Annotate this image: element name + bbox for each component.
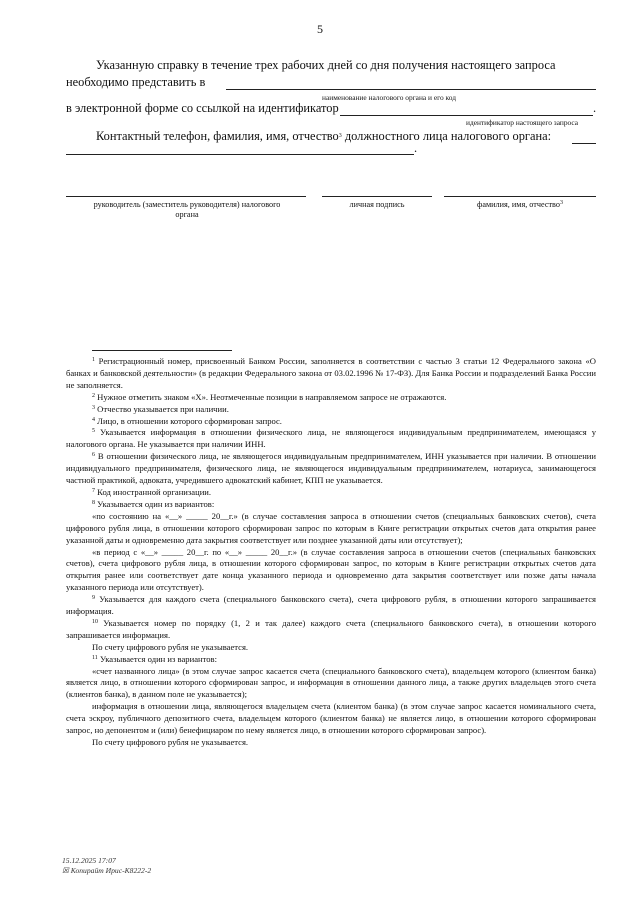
- intro-line-3: в электронной форме со ссылкой на идентификатор: [66, 101, 339, 115]
- footnote-7: $^7$ Код иностранной организации.: [92, 486, 212, 497]
- signature-caption: личная подпись: [349, 200, 405, 209]
- footnote-4: $^4$ Лицо, в отношении которого сформирован запрос.: [92, 415, 282, 426]
- print-code-stamp: ☒ Копирайт Ирис-К8222-2: [62, 866, 152, 875]
- identifier-field-line: [340, 115, 593, 116]
- page-number: 5: [317, 22, 323, 36]
- intro-line-4: Контактный телефон, фамилия, имя, отчество$^3$ должностного лица налогового органа:: [96, 129, 552, 143]
- tax-body-field-line: [226, 89, 596, 90]
- footnote-2: $^2$ Нужное отметить знаком «Х». Неотмеченные позиции в направляемом запросе не отражаются.: [92, 391, 447, 402]
- footnote-9: $^9$ Указывается для каждого счета (специального банковского счета), счета цифрового рубля, в отношении которого запрашивается информация.: [66, 594, 596, 617]
- intro-line-3-end: .: [593, 101, 597, 115]
- intro-line-1: Указанную справку в течение трех рабочих дней со дня получения настоящего запроса: [96, 58, 556, 72]
- footnote-8: $^8$ Указывается один из вариантов:: [92, 498, 215, 509]
- footnotes: [66, 356, 596, 749]
- head-signature-line: [66, 196, 306, 197]
- contact-field-line-end: [572, 143, 596, 144]
- name-caption: фамилия, имя, отчество$^3$: [477, 200, 563, 209]
- contact-field-line: [66, 154, 414, 155]
- footnote-10: $^{10}$ Указывается номер по порядку (1, 2 и так далее) каждого счета (специального банковского счета), в отношении которого запрашивается информация.: [66, 617, 596, 640]
- identifier-caption: идентификатор настоящего запроса: [466, 118, 579, 127]
- footnote-6: $^6$ В отношении физического лица, не являющегося индивидуальным предпринимателем, ИНН указывается при наличии. В отношении индивидуального предпринимателя, физического лица, не являющегося индивидуальным предпринимателем, нотариуса, занимающегося частной практикой, адвоката, учредившего адвокатский кабинет, КПП не указывается.: [66, 451, 596, 486]
- intro-line-2: необходимо представить в: [66, 75, 206, 89]
- footnote-11-variant-a: «счет названного лица» (в этом случае запрос касается счета (специального банковского счета), владельцем которого (клиентом банка) является лицо, в отношении которого сформирован запрос, и информация в отношении данного лица, а также других владельцев этого счета (клиентов банка), в данном поле не указывается);: [66, 665, 596, 700]
- name-signature-line: [444, 196, 596, 197]
- footnote-11-note: По счету цифрового рубля не указывается.: [92, 737, 249, 747]
- footnote-3: $^3$ Отчество указывается при наличии.: [92, 403, 229, 414]
- print-date-stamp: 15.12.2025 17:07: [62, 856, 116, 865]
- footnote-11: $^{11}$ Указывается один из вариантов:: [92, 653, 218, 664]
- footnote-8-variant-a: «по состоянию на «__» _____ 20__г.» (в случае составления запроса в отношении счетов (специальных банковских счетов), счета цифрового рубля лица, в отношении которого сформирован запрос по которым в Книге регистрации открытых счетов дата открытия ранее указанной даты и одновременно дата закрытия соответствует или позднее указанной даты или отсутствует);: [66, 510, 596, 545]
- footnote-8-variant-b: «в период с «__» _____ 20__г. по «__» _____ 20__г.» (в случае составления запроса в отношении счетов (специальных банковских счетов), счета цифрового рубля лица, в отношении которого сформирован запрос, по которым в Книге регистрации открытых счетов дата открытия ранее или соответствует дате конца указанного периода и одновременно дата закрытия соответствует или позже даты начала указанного периода или отсутствует).: [66, 546, 596, 593]
- footnote-11-variant-b: информация в отношении лица, являющегося владельцем счета (клиентом банка) (в этом случае запрос касается номинального счета, счета эскроу, публичного депозитного счета, владельцем которого (клиентом банка) не является лицо, в отношении которого сформирован запрос, но депонентом и (или) бенефициаром по нему является лицо, в отношении которого сформирован запрос).: [66, 701, 596, 736]
- personal-signature-line: [322, 196, 432, 197]
- tax-body-caption: наименование налогового органа и его код: [322, 93, 456, 102]
- footnote-separator: [92, 350, 232, 351]
- footnote-5: $^5$ Указывается информация в отношении физического лица, не являющегося индивидуальным предпринимателем, имеющаяся у налогового органа. Не указывается при наличии ИНН.: [66, 427, 597, 450]
- head-caption: руководитель (заместитель руководителя) налогового органа: [93, 200, 281, 219]
- footnote-10-note: По счету цифрового рубля не указывается.: [92, 641, 249, 652]
- intro-line-5-end: .: [414, 141, 418, 155]
- footnote-1: $^1$ Регистрационный номер, присвоенный Банком России, заполняется в соответствии с частью 3 статьи 12 Федерального закона «О банках и банковской деятельности» (в редакции Федерального закона от 03.02.1996 № 17-ФЗ). Для Банка России и подразделений Банка России не заполняется.: [66, 356, 596, 390]
